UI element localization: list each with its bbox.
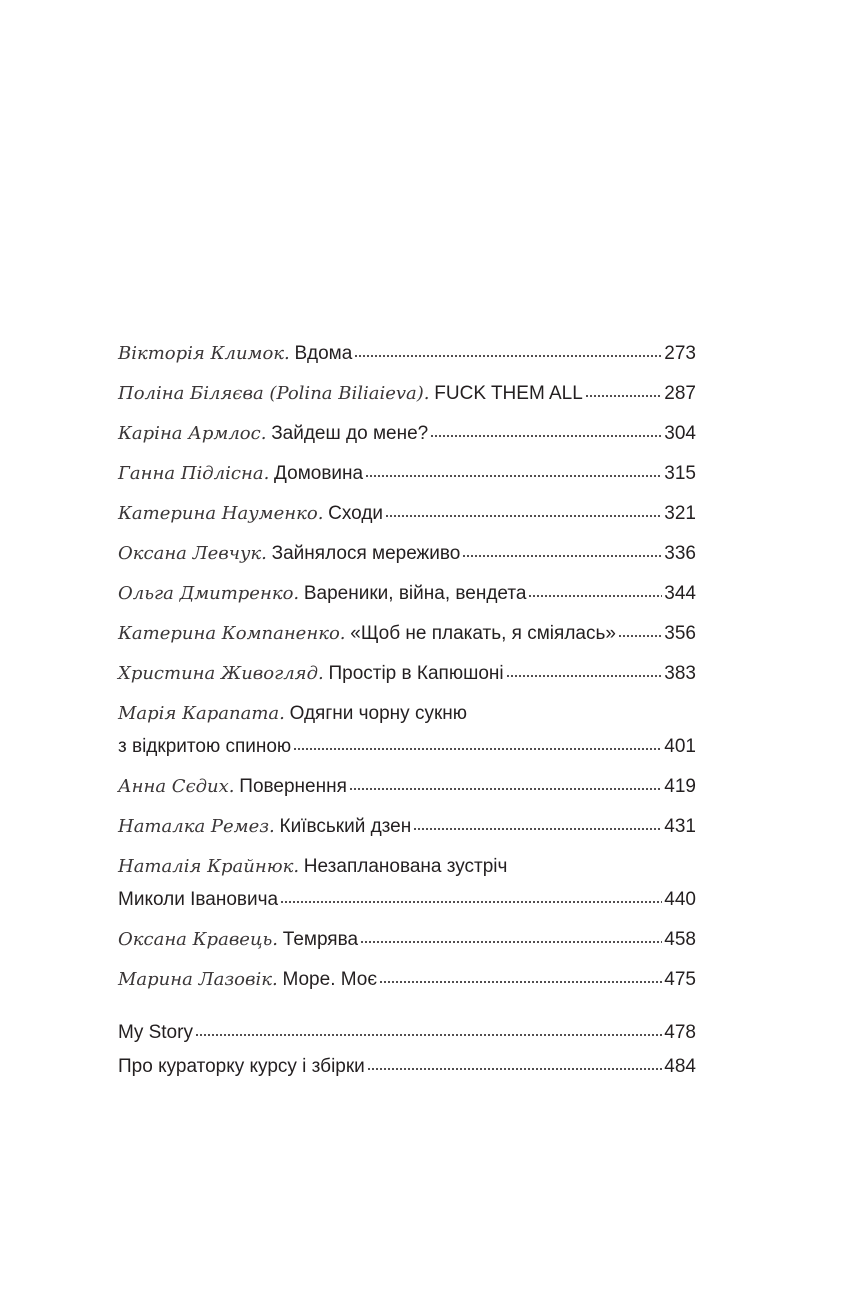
toc-author: Марина Лазовік. [118,969,278,990]
toc-title: Сходи [328,503,384,524]
toc-entry [118,661,696,701]
toc-entry [118,541,696,581]
dot-leader [413,827,662,831]
dot-leader [385,514,662,518]
dot-leader [506,674,663,678]
toc-author: Наталія Крайнюк. [118,856,300,877]
toc-author: Анна Сєдих. [118,776,235,797]
toc-entry [118,701,696,774]
toc-title: Море. Моє [282,969,378,990]
toc-entry [118,854,696,927]
toc-page-number: 344 [664,583,696,604]
toc-title: Повернення [239,776,347,797]
toc-author: Оксана Левчук. [118,543,267,564]
toc-page-number: 478 [664,1022,696,1043]
toc-page-number: 315 [664,463,696,484]
toc-author: Ольга Дмитренко. [118,583,300,604]
toc-author: Каріна Армлос. [118,423,267,444]
toc-entry [118,967,696,1007]
toc-page-number: 458 [664,929,696,950]
toc-page-number: 273 [664,343,696,364]
toc-title: Зайнялося мереживо [271,543,461,564]
toc-entry [118,814,696,854]
toc-author: Поліна Біляєва (Polina Biliaieva). [118,383,430,404]
toc-entry [118,774,696,814]
section-spacer [118,1007,696,1020]
toc-extra-entry [118,1054,696,1088]
toc-entry [118,621,696,661]
toc-title-continuation: з відкритою спиною [118,736,292,757]
toc-title: Домовина [274,463,364,484]
toc-page-number: 401 [664,736,696,757]
toc-entry [118,341,696,381]
toc-title: Простір в Капюшоні [328,663,504,684]
toc-entry [118,421,696,461]
toc-title: Темрява [282,929,359,950]
toc-extra-entry [118,1020,696,1054]
dot-leader [354,354,662,358]
dot-leader [430,434,662,438]
dot-leader [585,394,662,398]
toc-title: «Щоб не плакать, я сміялась» [350,623,616,644]
toc-title: Про кураторку курсу і збірки [118,1056,365,1077]
table-of-contents [118,341,696,1088]
toc-author: Ганна Підлісна. [118,463,270,484]
dot-leader [293,747,662,751]
dot-leader [379,980,662,984]
toc-page-number: 336 [664,543,696,564]
toc-entry [118,381,696,421]
toc-page-number: 475 [664,969,696,990]
dot-leader [365,474,662,478]
toc-page-number: 383 [664,663,696,684]
toc-title: My Story [118,1022,193,1043]
toc-title: Вареники, війна, вендета [303,583,527,604]
toc-page-number: 356 [664,623,696,644]
dot-leader [618,634,662,638]
toc-author: Катерина Науменко. [118,503,324,524]
toc-page-number: 419 [664,776,696,797]
dot-leader [462,554,662,558]
toc-entry [118,927,696,967]
toc-author: Вікторія Климок. [118,343,290,364]
toc-entry [118,461,696,501]
toc-page-number: 440 [664,889,696,910]
toc-author: Оксана Кравець. [118,929,279,950]
toc-title-continuation: Миколи Івановича [118,889,279,910]
toc-title: Одягни чорну сукню [289,703,468,724]
dot-leader [349,787,662,791]
toc-entry [118,581,696,621]
toc-page-number: 304 [664,423,696,444]
toc-title: Київський дзен [279,816,412,837]
dot-leader [528,594,662,598]
toc-title: FUCK THEM ALL [434,383,583,404]
dot-leader [360,940,662,944]
toc-page-number: 287 [664,383,696,404]
toc-title: Вдома [294,343,353,364]
toc-author: Наталка Ремез. [118,816,275,837]
dot-leader [280,900,662,904]
toc-author: Катерина Компаненко. [118,623,346,644]
toc-page-number: 484 [664,1056,696,1077]
toc-author: Христина Живогляд. [118,663,324,684]
dot-leader [367,1067,663,1071]
toc-title: Зайдеш до мене? [271,423,429,444]
toc-author: Марія Карапата. [118,703,285,724]
dot-leader [195,1033,662,1037]
toc-page-number: 431 [664,816,696,837]
toc-page-number: 321 [664,503,696,524]
toc-title: Незапланована зустріч [303,856,508,877]
toc-entry [118,501,696,541]
